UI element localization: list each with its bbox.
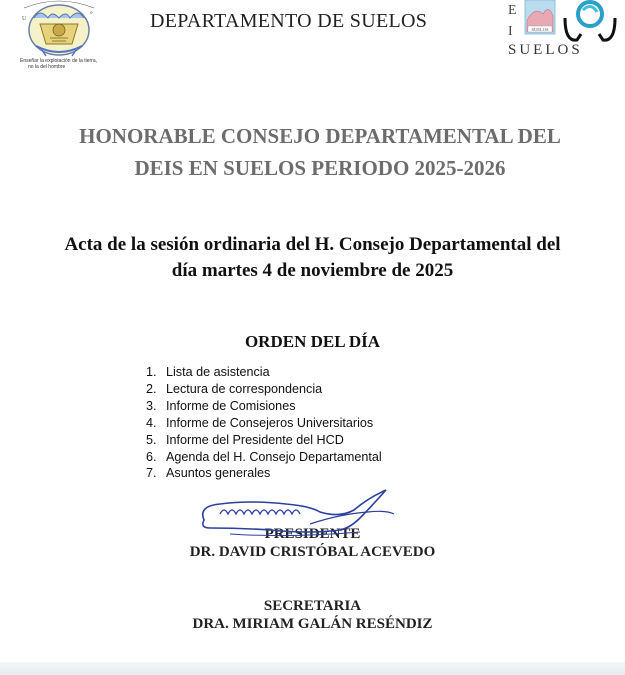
- agenda-item: 5. Informe del Presidente del HCD: [146, 432, 344, 447]
- agenda-item: 4. Informe de Consejeros Universitarios: [146, 415, 374, 430]
- secretary-name: DRA. MIRIAM GALÁN RESÉNDIZ: [192, 616, 433, 632]
- handwritten-signature-icon: [190, 484, 400, 544]
- session-title: Acta de la sesión ordinaria del H. Consejo Departamental del día martes 4 de noviembre de 2025: [64, 234, 561, 281]
- president-role: PRESIDENTE: [264, 526, 361, 542]
- svg-text:o: o: [90, 11, 93, 16]
- department-header: DEPARTAMENTO DE SUELOS: [150, 10, 428, 32]
- agenda-item: 1. Lista de asistencia: [146, 365, 270, 379]
- logo-word: SUELOS: [508, 42, 583, 58]
- agenda-item: 3. Informe de Comisiones: [146, 398, 296, 413]
- logo-letters: E I: [508, 3, 517, 39]
- agenda-item: 6. Agenda del H. Consejo Departamental: [146, 449, 382, 464]
- logo-caption: Enseñar la explotación de la tierra, no la del hombre: [20, 58, 97, 70]
- svg-text:U: U: [22, 16, 27, 22]
- secretary-role: SECRETARIA: [263, 598, 362, 614]
- agenda-item: 2. Lectura de correspondencia: [146, 381, 323, 396]
- agenda-item: 7. Asuntos generales: [146, 466, 271, 481]
- svg-text:SUELOS: SUELOS: [531, 27, 549, 32]
- agenda-list: [146, 364, 382, 482]
- agenda-heading: ORDEN DEL DÍA: [244, 332, 381, 351]
- council-title: HONORABLE CONSEJO DEPARTAMENTAL DEL DEIS EN SUELOS PERIODO 2025-2026: [79, 124, 561, 180]
- page-edge: [0, 662, 625, 675]
- president-name: DR. DAVID CRISTÓBAL ACEVEDO: [189, 544, 436, 560]
